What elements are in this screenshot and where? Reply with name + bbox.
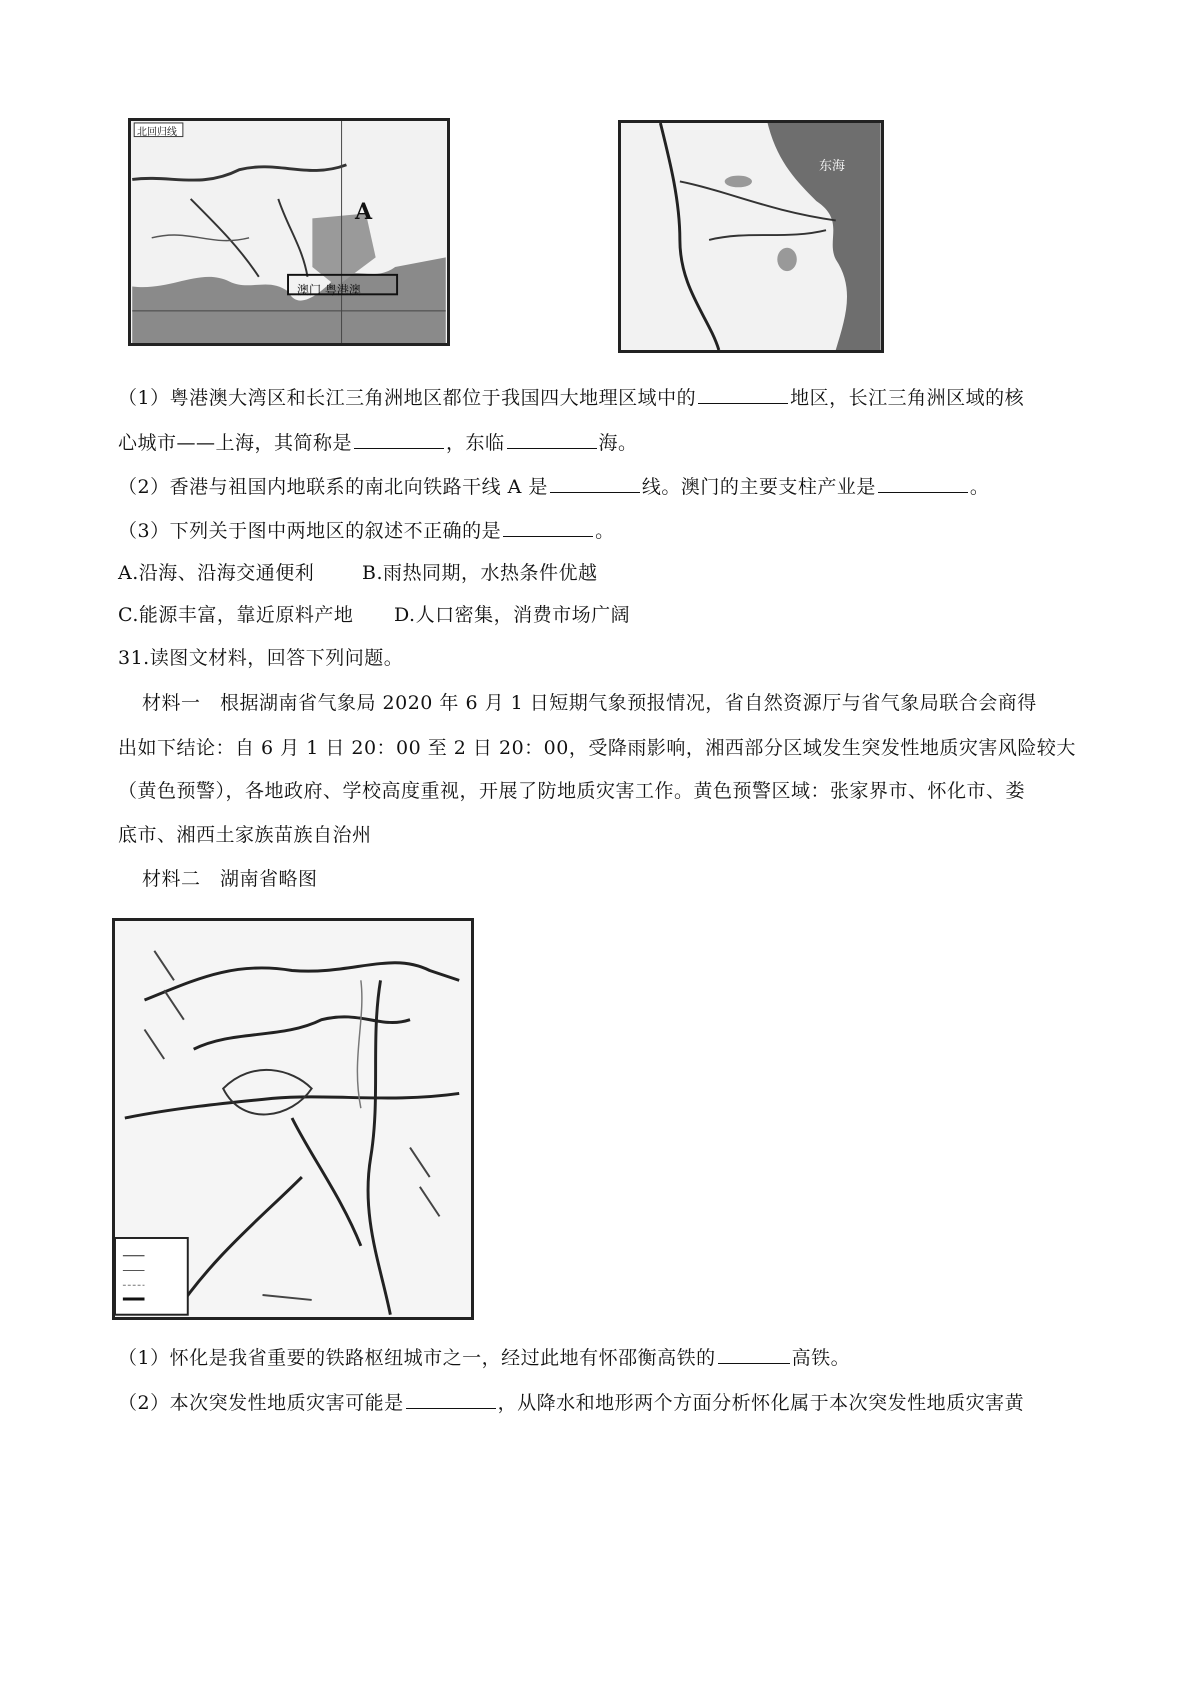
map1-box-label: 澳门 粤港澳 (297, 283, 361, 297)
answer-blank[interactable] (550, 472, 640, 493)
q30-options-ab (118, 558, 598, 588)
option-c[interactable]: C.能源丰富，靠近原料产地 (118, 604, 354, 626)
answer-blank[interactable] (878, 472, 968, 493)
map-yangtze-delta (618, 120, 884, 353)
q31-material2-label: 材料二 湖南省略图 (142, 868, 318, 890)
q31-material1-line3: （黄色预警），各地政府、学校高度重视，开展了防地质灾害工作。黄色预警区域：张家界市、怀化市、娄 (118, 780, 1026, 802)
q30-part2: （2）香港与祖国内地联系的南北向铁路干线 A 是 线。澳门的主要支柱产业是 。 (118, 472, 989, 502)
q31-material1-line4: 底市、湘西土家族苗族自治州 (118, 824, 372, 846)
option-b[interactable]: B.雨热同期，水热条件优越 (362, 562, 598, 584)
map-greater-bay-area (128, 118, 450, 346)
option-a[interactable]: A.沿海、沿海交通便利 (118, 562, 315, 584)
q31-part1: （1）怀化是我省重要的铁路枢纽城市之一，经过此地有怀邵衡高铁的 高铁。 (118, 1343, 850, 1373)
q31-part2: （2）本次突发性地质灾害可能是 ，从降水和地形两个方面分析怀化属于本次突发性地质灾害黄 (118, 1388, 1024, 1418)
q31-material1-line1: 材料一 根据湖南省气象局 2020 年 6 月 1 日短期气象预报情况，省自然资源厅与省气象局联合会商得 (142, 692, 1037, 714)
q30-part3: （3）下列关于图中两地区的叙述不正确的是 。 (118, 516, 615, 546)
map-hunan-drawing (115, 921, 471, 1317)
map-greater-bay-area-drawing (131, 121, 447, 343)
q30-options-cd (118, 600, 630, 630)
map1-region-label: A (355, 199, 373, 225)
answer-blank[interactable] (718, 1343, 790, 1364)
q31-material1-line2: 出如下结论：自 6 月 1 日 20：00 至 2 日 20：00，受降雨影响，湘西部分区域发生突发性地质灾害风险较大 (118, 737, 1076, 759)
answer-blank[interactable] (503, 516, 593, 537)
answer-blank[interactable] (354, 428, 444, 449)
map1-legend-label: 北回归线 (137, 127, 177, 138)
q31-title: 31.读图文材料，回答下列问题。 (118, 647, 404, 669)
answer-blank[interactable] (507, 428, 597, 449)
answer-blank[interactable] (698, 383, 788, 404)
map-hunan (112, 918, 474, 1320)
answer-blank[interactable] (406, 1388, 496, 1409)
q30-part1-line2: 心城市——上海，其简称是 ，东临 海。 (118, 428, 638, 458)
map2-sea-label: 东海 (819, 159, 846, 174)
option-d[interactable]: D.人口密集，消费市场广阔 (394, 604, 631, 626)
q30-part1-line1: （1）粤港澳大湾区和长江三角洲地区都位于我国四大地理区域中的 地区，长江三角洲区域的核 (118, 383, 1024, 413)
